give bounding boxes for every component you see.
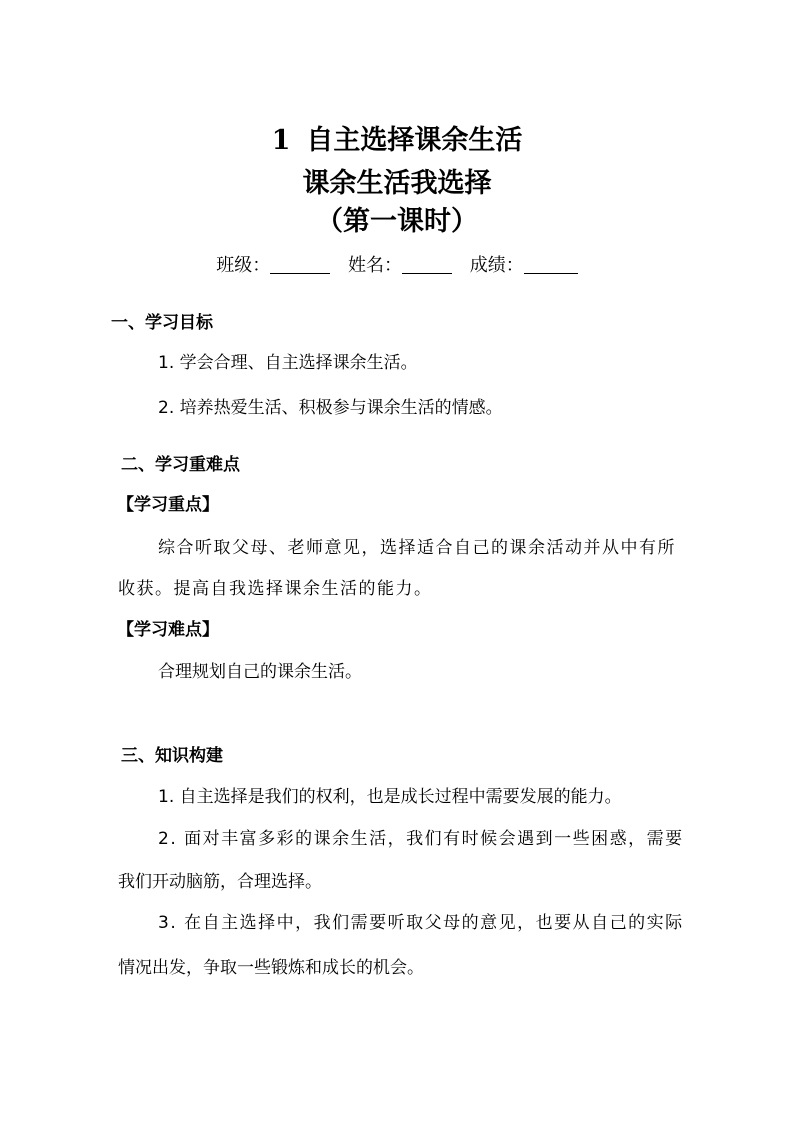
section-heading-knowledge: 三、知识构建 <box>121 746 223 766</box>
score-label: 成绩： <box>469 255 524 276</box>
name-label: 姓名： <box>348 255 402 276</box>
lesson-title <box>0 123 794 159</box>
difficult-point-label: 【学习难点】 <box>117 620 219 640</box>
knowledge-item: 情况出发，争取一些锻炼和成长的机会。 <box>118 958 424 978</box>
objective-item: 1. 学会合理、自主选择课余生活。 <box>158 353 418 373</box>
lesson-period: （第一课时） <box>316 206 478 237</box>
section-heading-objectives: 一、学习目标 <box>111 313 213 333</box>
class-blank[interactable] <box>270 253 330 274</box>
knowledge-item: 3. 在自主选择中，我们需要听取父母的意见，也要从自己的实际 <box>158 913 684 933</box>
student-info-row <box>0 253 794 278</box>
lesson-subtitle: 课余生活我选择 <box>302 168 492 199</box>
name-field <box>348 253 452 278</box>
section-heading-key-points: 二、学习重难点 <box>121 455 240 475</box>
class-field <box>216 253 330 278</box>
knowledge-item: 我们开动脑筋，合理选择。 <box>118 872 322 892</box>
lesson-number: 1 <box>271 125 291 156</box>
name-blank[interactable] <box>402 253 452 274</box>
score-blank[interactable] <box>524 253 578 274</box>
lesson-title-text: 自主选择课余生活 <box>306 125 523 156</box>
key-point-text: 综合听取父母、老师意见，选择适合自己的课余活动并从中有所 <box>158 538 676 558</box>
knowledge-item: 2. 面对丰富多彩的课余生活，我们有时候会遇到一些困惑，需要 <box>158 829 684 849</box>
key-point-label: 【学习重点】 <box>117 495 219 515</box>
key-point-text: 收获。提高自我选择课余生活的能力。 <box>118 579 433 599</box>
objective-item: 2. 培养热爱生活、积极参与课余生活的情感。 <box>158 398 503 418</box>
difficult-point-text: 合理规划自己的课余生活。 <box>158 662 362 682</box>
class-label: 班级： <box>216 255 271 276</box>
knowledge-item: 1. 自主选择是我们的权利，也是成长过程中需要发展的能力。 <box>158 787 622 807</box>
score-field <box>470 253 578 278</box>
